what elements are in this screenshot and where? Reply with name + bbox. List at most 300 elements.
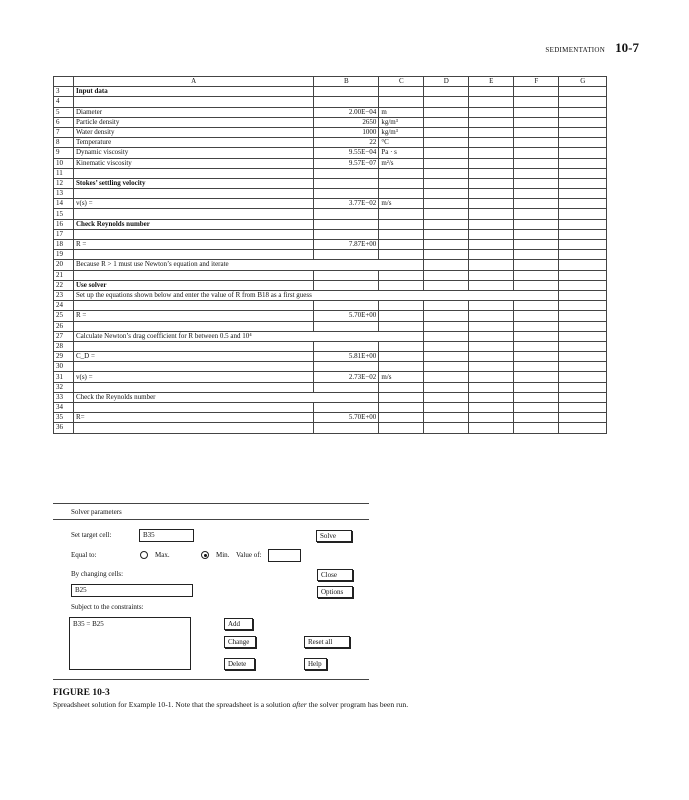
cell[interactable] bbox=[559, 280, 607, 290]
cell[interactable] bbox=[469, 372, 514, 382]
cell[interactable] bbox=[514, 341, 559, 351]
cell[interactable] bbox=[424, 290, 469, 300]
column-header-d[interactable]: D bbox=[424, 77, 469, 87]
cell[interactable] bbox=[424, 301, 469, 311]
cell[interactable] bbox=[424, 229, 469, 239]
cell[interactable] bbox=[469, 280, 514, 290]
cell[interactable] bbox=[514, 392, 559, 402]
cell[interactable] bbox=[559, 219, 607, 229]
cell-c[interactable] bbox=[379, 311, 424, 321]
cell[interactable] bbox=[424, 97, 469, 107]
cell-a[interactable]: R = bbox=[74, 240, 314, 250]
cell[interactable] bbox=[559, 341, 607, 351]
row-number[interactable]: 3 bbox=[54, 87, 74, 97]
cell-a[interactable]: Set up the equations shown below and enter the value of R from B18 as a first guess bbox=[74, 290, 314, 300]
cell-a[interactable] bbox=[74, 97, 314, 107]
cell-c[interactable] bbox=[379, 229, 424, 239]
cell[interactable] bbox=[514, 280, 559, 290]
cell-c[interactable] bbox=[379, 403, 424, 413]
cell[interactable] bbox=[424, 321, 469, 331]
row-number[interactable]: 25 bbox=[54, 311, 74, 321]
cell-b[interactable] bbox=[314, 97, 379, 107]
column-header-f[interactable]: F bbox=[514, 77, 559, 87]
row-number[interactable]: 10 bbox=[54, 158, 74, 168]
cell[interactable] bbox=[424, 178, 469, 188]
cell-c[interactable] bbox=[379, 362, 424, 372]
cell-c[interactable]: m bbox=[379, 107, 424, 117]
row-number[interactable]: 17 bbox=[54, 229, 74, 239]
solve-button[interactable]: Solve bbox=[316, 530, 352, 542]
cell-c[interactable] bbox=[379, 168, 424, 178]
cell[interactable] bbox=[469, 189, 514, 199]
cell-a[interactable]: Particle density bbox=[74, 117, 314, 127]
cell-a[interactable]: Check Reynolds number bbox=[74, 219, 314, 229]
column-header-e[interactable]: E bbox=[469, 77, 514, 87]
cell-a[interactable]: Water density bbox=[74, 127, 314, 137]
cell[interactable] bbox=[424, 423, 469, 433]
cell[interactable] bbox=[514, 219, 559, 229]
cell-b[interactable] bbox=[314, 87, 379, 97]
cell[interactable] bbox=[424, 199, 469, 209]
cell-a[interactable]: R= bbox=[74, 413, 314, 423]
cell[interactable] bbox=[559, 290, 607, 300]
cell[interactable] bbox=[424, 148, 469, 158]
cell-a[interactable]: v(s) = bbox=[74, 372, 314, 382]
row-number[interactable]: 35 bbox=[54, 413, 74, 423]
cell[interactable] bbox=[424, 382, 469, 392]
cell-b[interactable]: 3.77E−02 bbox=[314, 199, 379, 209]
cell[interactable] bbox=[469, 219, 514, 229]
cell-c[interactable] bbox=[379, 87, 424, 97]
change-button[interactable]: Change bbox=[224, 636, 256, 648]
by-changing-label: By changing cells: bbox=[71, 570, 124, 578]
cell[interactable] bbox=[469, 168, 514, 178]
cell[interactable] bbox=[559, 382, 607, 392]
cell[interactable] bbox=[379, 290, 424, 300]
row-number[interactable]: 4 bbox=[54, 97, 74, 107]
add-button[interactable]: Add bbox=[224, 618, 253, 630]
cell-c[interactable] bbox=[379, 382, 424, 392]
cell[interactable] bbox=[424, 331, 469, 341]
cell[interactable] bbox=[559, 107, 607, 117]
cell[interactable] bbox=[424, 372, 469, 382]
cell[interactable] bbox=[469, 423, 514, 433]
cell[interactable] bbox=[424, 189, 469, 199]
cell[interactable] bbox=[469, 250, 514, 260]
cell[interactable] bbox=[559, 301, 607, 311]
cell-a[interactable]: Kinematic viscosity bbox=[74, 158, 314, 168]
cell[interactable] bbox=[559, 138, 607, 148]
cell[interactable] bbox=[559, 87, 607, 97]
cell[interactable] bbox=[559, 413, 607, 423]
cell-b[interactable]: 2.73E−02 bbox=[314, 372, 379, 382]
cell[interactable] bbox=[424, 392, 469, 402]
cell[interactable] bbox=[514, 107, 559, 117]
cell-b[interactable]: 2.00E−04 bbox=[314, 107, 379, 117]
cell[interactable] bbox=[559, 250, 607, 260]
cell[interactable] bbox=[559, 240, 607, 250]
cell-c[interactable] bbox=[379, 209, 424, 219]
cell-a[interactable]: Dynamic viscosity bbox=[74, 148, 314, 158]
cell[interactable] bbox=[469, 87, 514, 97]
cell[interactable] bbox=[514, 168, 559, 178]
cell[interactable] bbox=[424, 117, 469, 127]
cell-b[interactable] bbox=[314, 362, 379, 372]
cell[interactable] bbox=[559, 199, 607, 209]
cell-a[interactable]: Because R > 1 must use Newton’s equation and iterate bbox=[74, 260, 314, 270]
cell[interactable] bbox=[469, 403, 514, 413]
cell-a[interactable] bbox=[74, 250, 314, 260]
cell-a[interactable]: R = bbox=[74, 311, 314, 321]
row-number[interactable]: 14 bbox=[54, 199, 74, 209]
cell[interactable] bbox=[559, 127, 607, 137]
cell[interactable] bbox=[514, 372, 559, 382]
row-number[interactable]: 27 bbox=[54, 331, 74, 341]
cell-b[interactable]: 9.55E−04 bbox=[314, 148, 379, 158]
cell-b[interactable]: 1000 bbox=[314, 127, 379, 137]
row-number[interactable]: 7 bbox=[54, 127, 74, 137]
cell[interactable] bbox=[469, 260, 514, 270]
cell[interactable] bbox=[424, 362, 469, 372]
row-number[interactable]: 24 bbox=[54, 301, 74, 311]
cell[interactable] bbox=[559, 178, 607, 188]
cell[interactable] bbox=[559, 362, 607, 372]
cell[interactable] bbox=[559, 321, 607, 331]
cell[interactable] bbox=[424, 311, 469, 321]
row-number[interactable]: 31 bbox=[54, 372, 74, 382]
cell-b[interactable]: 5.70E+00 bbox=[314, 413, 379, 423]
cell[interactable] bbox=[514, 189, 559, 199]
cell[interactable] bbox=[469, 178, 514, 188]
cell[interactable] bbox=[514, 158, 559, 168]
cell[interactable] bbox=[514, 240, 559, 250]
cell-a[interactable] bbox=[74, 229, 314, 239]
cell[interactable] bbox=[514, 362, 559, 372]
cell-c[interactable] bbox=[379, 240, 424, 250]
cell-a[interactable] bbox=[74, 189, 314, 199]
cell[interactable] bbox=[424, 158, 469, 168]
cell[interactable] bbox=[559, 158, 607, 168]
table-row bbox=[54, 270, 607, 280]
cell[interactable] bbox=[379, 260, 424, 270]
column-header-a[interactable]: A bbox=[74, 77, 314, 87]
column-header-g[interactable]: G bbox=[559, 77, 607, 87]
cell-b[interactable] bbox=[314, 280, 379, 290]
min-radio[interactable] bbox=[201, 551, 209, 559]
cell[interactable] bbox=[559, 331, 607, 341]
cell[interactable] bbox=[559, 117, 607, 127]
max-radio[interactable] bbox=[140, 551, 148, 559]
cell[interactable] bbox=[469, 413, 514, 423]
cell[interactable] bbox=[424, 219, 469, 229]
cell-a[interactable]: v(s) = bbox=[74, 199, 314, 209]
cell-b[interactable] bbox=[314, 341, 379, 351]
cell-c[interactable] bbox=[379, 219, 424, 229]
row-number[interactable]: 12 bbox=[54, 178, 74, 188]
row-number[interactable]: 36 bbox=[54, 423, 74, 433]
table-row bbox=[54, 240, 607, 250]
options-button[interactable]: Options bbox=[317, 586, 353, 598]
cell-c[interactable]: kg/m³ bbox=[379, 127, 424, 137]
value-of-input[interactable] bbox=[268, 549, 301, 562]
cell[interactable] bbox=[469, 311, 514, 321]
cell[interactable] bbox=[469, 107, 514, 117]
cell-c[interactable]: m/s bbox=[379, 372, 424, 382]
row-number[interactable]: 6 bbox=[54, 117, 74, 127]
set-target-input[interactable]: B35 bbox=[139, 529, 194, 542]
row-number[interactable]: 15 bbox=[54, 209, 74, 219]
cell[interactable] bbox=[424, 240, 469, 250]
cell[interactable] bbox=[469, 341, 514, 351]
cell[interactable] bbox=[424, 270, 469, 280]
cell[interactable] bbox=[514, 301, 559, 311]
cell[interactable] bbox=[469, 362, 514, 372]
cell[interactable] bbox=[559, 97, 607, 107]
row-number[interactable]: 16 bbox=[54, 219, 74, 229]
cell[interactable] bbox=[514, 97, 559, 107]
cell-b[interactable]: 9.57E−07 bbox=[314, 158, 379, 168]
row-number[interactable]: 20 bbox=[54, 260, 74, 270]
cell-a[interactable] bbox=[74, 209, 314, 219]
cell[interactable] bbox=[469, 97, 514, 107]
cell[interactable] bbox=[469, 301, 514, 311]
cell[interactable] bbox=[469, 199, 514, 209]
cell[interactable] bbox=[314, 290, 379, 300]
cell[interactable] bbox=[469, 392, 514, 402]
constraints-list[interactable]: B35 = B25 bbox=[69, 617, 191, 670]
cell[interactable] bbox=[469, 127, 514, 137]
cell[interactable] bbox=[424, 138, 469, 148]
row-number[interactable]: 23 bbox=[54, 290, 74, 300]
cell[interactable] bbox=[469, 352, 514, 362]
column-header-b[interactable]: B bbox=[314, 77, 379, 87]
cell[interactable] bbox=[424, 403, 469, 413]
by-changing-input[interactable]: B25 bbox=[71, 584, 193, 597]
table-row bbox=[54, 331, 607, 341]
cell-b[interactable] bbox=[314, 301, 379, 311]
cell[interactable] bbox=[424, 107, 469, 117]
cell-c[interactable] bbox=[379, 352, 424, 362]
cell-a[interactable]: Calculate Newton’s drag coefficient for R between 0.5 and 10⁴ bbox=[74, 331, 314, 341]
row-number[interactable]: 29 bbox=[54, 352, 74, 362]
cell-a[interactable]: C_D = bbox=[74, 352, 314, 362]
help-button[interactable]: Help bbox=[304, 658, 327, 670]
cell[interactable] bbox=[469, 229, 514, 239]
cell[interactable] bbox=[514, 382, 559, 392]
cell-a[interactable] bbox=[74, 423, 314, 433]
cell-a[interactable] bbox=[74, 168, 314, 178]
cell[interactable] bbox=[514, 87, 559, 97]
cell[interactable] bbox=[424, 168, 469, 178]
cell[interactable] bbox=[424, 209, 469, 219]
close-button[interactable]: Close bbox=[317, 569, 353, 581]
cell[interactable] bbox=[559, 148, 607, 158]
cell[interactable] bbox=[559, 372, 607, 382]
cell[interactable] bbox=[469, 382, 514, 392]
row-number[interactable]: 33 bbox=[54, 392, 74, 402]
cell[interactable] bbox=[514, 403, 559, 413]
cell[interactable] bbox=[514, 352, 559, 362]
cell[interactable] bbox=[424, 87, 469, 97]
cell-b[interactable] bbox=[314, 178, 379, 188]
cell[interactable] bbox=[514, 270, 559, 280]
cell[interactable] bbox=[469, 240, 514, 250]
cell[interactable] bbox=[469, 158, 514, 168]
cell[interactable] bbox=[469, 117, 514, 127]
cell-a[interactable]: Use solver bbox=[74, 280, 314, 290]
cell-b[interactable] bbox=[314, 209, 379, 219]
row-number[interactable]: 9 bbox=[54, 148, 74, 158]
table-row bbox=[54, 127, 607, 137]
cell-c[interactable] bbox=[379, 189, 424, 199]
cell-a[interactable] bbox=[74, 270, 314, 280]
cell[interactable] bbox=[469, 331, 514, 341]
cell-b[interactable]: 22 bbox=[314, 138, 379, 148]
cell-c[interactable] bbox=[379, 97, 424, 107]
row-number[interactable]: 22 bbox=[54, 280, 74, 290]
cell-c[interactable] bbox=[379, 250, 424, 260]
cell[interactable] bbox=[559, 260, 607, 270]
cell-c[interactable]: m²/s bbox=[379, 158, 424, 168]
cell[interactable] bbox=[514, 209, 559, 219]
cell[interactable] bbox=[559, 229, 607, 239]
row-number[interactable]: 34 bbox=[54, 403, 74, 413]
cell-c[interactable]: m/s bbox=[379, 199, 424, 209]
cell-c[interactable]: Pa · s bbox=[379, 148, 424, 158]
cell-a[interactable] bbox=[74, 382, 314, 392]
cell[interactable] bbox=[559, 392, 607, 402]
cell[interactable] bbox=[514, 331, 559, 341]
cell-a[interactable]: Input data bbox=[74, 87, 314, 97]
cell-c[interactable]: °C bbox=[379, 138, 424, 148]
cell-c[interactable] bbox=[379, 423, 424, 433]
cell[interactable] bbox=[424, 341, 469, 351]
cell[interactable] bbox=[514, 321, 559, 331]
cell[interactable] bbox=[469, 321, 514, 331]
cell[interactable] bbox=[559, 423, 607, 433]
cell[interactable] bbox=[514, 127, 559, 137]
cell[interactable] bbox=[424, 280, 469, 290]
cell-c[interactable] bbox=[379, 321, 424, 331]
cell[interactable] bbox=[469, 290, 514, 300]
cell[interactable] bbox=[514, 413, 559, 423]
cell[interactable] bbox=[514, 138, 559, 148]
cell[interactable] bbox=[314, 331, 379, 341]
column-header-c[interactable]: C bbox=[379, 77, 424, 87]
reset-all-button[interactable]: Reset all bbox=[304, 636, 350, 648]
cell[interactable] bbox=[514, 311, 559, 321]
cell[interactable] bbox=[424, 250, 469, 260]
table-row bbox=[54, 392, 607, 402]
cell-b[interactable] bbox=[314, 270, 379, 280]
cell-a[interactable]: Temperature bbox=[74, 138, 314, 148]
row-number[interactable]: 28 bbox=[54, 341, 74, 351]
cell[interactable] bbox=[559, 189, 607, 199]
cell-b[interactable] bbox=[314, 423, 379, 433]
cell-a[interactable] bbox=[74, 301, 314, 311]
cell[interactable] bbox=[559, 311, 607, 321]
cell[interactable] bbox=[314, 392, 379, 402]
cell-a[interactable] bbox=[74, 362, 314, 372]
cell-a[interactable] bbox=[74, 321, 314, 331]
cell-b[interactable] bbox=[314, 250, 379, 260]
cell-c[interactable] bbox=[379, 341, 424, 351]
cell-b[interactable] bbox=[314, 403, 379, 413]
cell-b[interactable]: 5.70E+00 bbox=[314, 311, 379, 321]
cell[interactable] bbox=[559, 168, 607, 178]
cell[interactable] bbox=[514, 117, 559, 127]
cell[interactable] bbox=[379, 392, 424, 402]
cell-a[interactable]: Diameter bbox=[74, 107, 314, 117]
cell[interactable] bbox=[559, 352, 607, 362]
row-number[interactable]: 26 bbox=[54, 321, 74, 331]
cell[interactable] bbox=[514, 178, 559, 188]
cell-b[interactable] bbox=[314, 229, 379, 239]
cell-b[interactable] bbox=[314, 189, 379, 199]
cell[interactable] bbox=[469, 138, 514, 148]
cell-c[interactable] bbox=[379, 301, 424, 311]
page-header bbox=[545, 40, 639, 56]
cell[interactable] bbox=[559, 403, 607, 413]
cell-b[interactable] bbox=[314, 168, 379, 178]
cell-b[interactable] bbox=[314, 321, 379, 331]
row-number[interactable]: 8 bbox=[54, 138, 74, 148]
cell[interactable] bbox=[559, 209, 607, 219]
cell-c[interactable] bbox=[379, 270, 424, 280]
cell-c[interactable] bbox=[379, 280, 424, 290]
cell[interactable] bbox=[424, 127, 469, 137]
cell-b[interactable]: 5.81E+00 bbox=[314, 352, 379, 362]
cell-c[interactable] bbox=[379, 178, 424, 188]
cell-a[interactable]: Stokes’ settling velocity bbox=[74, 178, 314, 188]
row-number[interactable]: 21 bbox=[54, 270, 74, 280]
cell[interactable] bbox=[424, 413, 469, 423]
cell-b[interactable] bbox=[314, 382, 379, 392]
row-number[interactable]: 19 bbox=[54, 250, 74, 260]
cell-b[interactable]: 7.87E+00 bbox=[314, 240, 379, 250]
cell[interactable] bbox=[514, 260, 559, 270]
cell[interactable] bbox=[514, 290, 559, 300]
cell-b[interactable] bbox=[314, 219, 379, 229]
row-number[interactable]: 5 bbox=[54, 107, 74, 117]
cell[interactable] bbox=[559, 270, 607, 280]
cell[interactable] bbox=[469, 148, 514, 158]
row-number[interactable]: 11 bbox=[54, 168, 74, 178]
cell[interactable] bbox=[379, 331, 424, 341]
row-number[interactable]: 13 bbox=[54, 189, 74, 199]
cell[interactable] bbox=[424, 260, 469, 270]
cell[interactable] bbox=[514, 423, 559, 433]
cell[interactable] bbox=[514, 148, 559, 158]
cell[interactable] bbox=[469, 209, 514, 219]
cell-c[interactable]: kg/m³ bbox=[379, 117, 424, 127]
cell[interactable] bbox=[514, 199, 559, 209]
cell[interactable] bbox=[424, 352, 469, 362]
cell[interactable] bbox=[514, 229, 559, 239]
delete-button[interactable]: Delete bbox=[224, 658, 255, 670]
cell-a[interactable]: Check the Reynolds number bbox=[74, 392, 314, 402]
row-number[interactable]: 32 bbox=[54, 382, 74, 392]
cell-b[interactable]: 2650 bbox=[314, 117, 379, 127]
cell-c[interactable] bbox=[379, 413, 424, 423]
cell[interactable] bbox=[314, 260, 379, 270]
cell-a[interactable] bbox=[74, 341, 314, 351]
cell[interactable] bbox=[469, 270, 514, 280]
row-number[interactable]: 30 bbox=[54, 362, 74, 372]
cell-a[interactable] bbox=[74, 403, 314, 413]
cell[interactable] bbox=[514, 250, 559, 260]
row-number[interactable]: 18 bbox=[54, 240, 74, 250]
